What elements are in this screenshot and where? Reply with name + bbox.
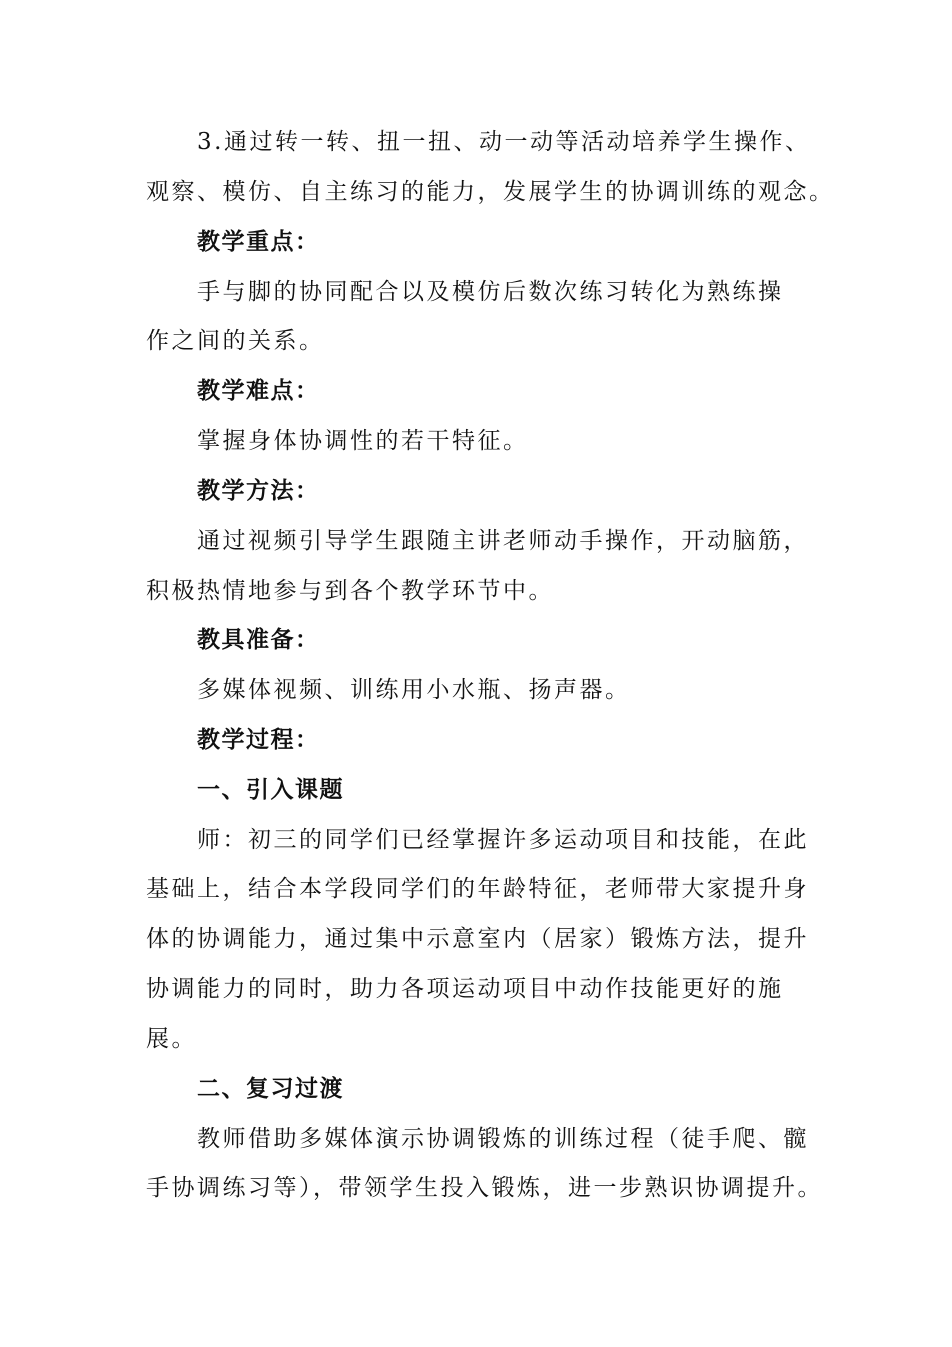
heading-teaching-method: 教学方法： — [197, 478, 320, 504]
paragraph-aids: 多媒体视频、训练用小水瓶、扬声器。 — [197, 677, 631, 703]
paragraph-difficulty: 掌握身体协调性的若干特征。 — [197, 428, 529, 454]
heading-teaching-process: 教学过程： — [197, 727, 320, 753]
paragraph-section-1-line-2: 基础上，结合本学段同学们的年龄特征，老师带大家提升身 — [146, 876, 809, 902]
paragraph-method-line-2: 积极热情地参与到各个教学环节中。 — [146, 578, 554, 604]
heading-teaching-focus: 教学重点： — [197, 229, 320, 255]
paragraph-section-1-line-3: 体的协调能力，通过集中示意室内（居家）锻炼方法，提升 — [146, 926, 809, 952]
heading-section-1: 一、引入课题 — [197, 777, 344, 803]
paragraph-section-1-line-4: 协调能力的同时，助力各项运动项目中动作技能更好的施 — [146, 976, 784, 1002]
paragraph-focus-line-1: 手与脚的协同配合以及模仿后数次练习转化为熟练操 — [197, 279, 784, 305]
paragraph-objective-3-line-1: 3.通过转一转、扭一扭、动一动等活动培养学生操作、 — [197, 129, 811, 155]
paragraph-section-2-line-2: 手协调练习等），带领学生投入锻炼，进一步熟识协调提升。 — [146, 1175, 823, 1201]
heading-section-2: 二、复习过渡 — [197, 1076, 344, 1102]
paragraph-section-1-line-5: 展。 — [146, 1026, 197, 1052]
heading-teaching-difficulty: 教学难点： — [197, 378, 320, 404]
paragraph-objective-3-line-2: 观察、模仿、自主练习的能力，发展学生的协调训练的观念。 — [146, 179, 835, 205]
paragraph-method-line-1: 通过视频引导学生跟随主讲老师动手操作，开动脑筋， — [197, 528, 809, 554]
paragraph-focus-line-2: 作之间的关系。 — [146, 328, 325, 354]
paragraph-section-1-line-1: 师：初三的同学们已经掌握许多运动项目和技能，在此 — [197, 827, 809, 853]
paragraph-section-2-line-1: 教师借助多媒体演示协调锻炼的训练过程（徒手爬、髋 — [197, 1126, 809, 1152]
heading-teaching-aids: 教具准备： — [197, 627, 320, 653]
